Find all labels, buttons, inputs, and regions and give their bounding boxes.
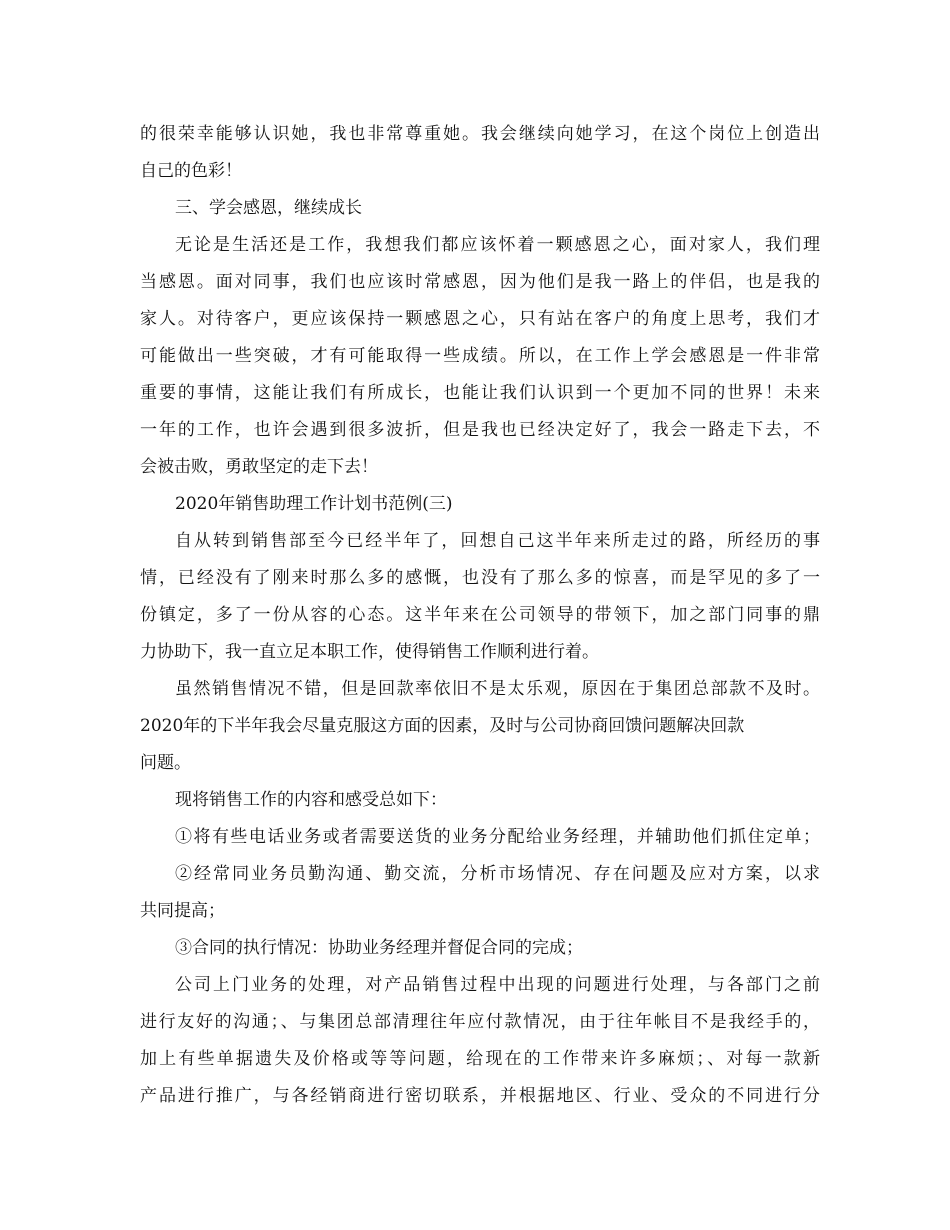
text-line: 产品进行推广，与各经销商进行密切联系，并根据地区、行业、受众的不同进行分 xyxy=(140,1086,820,1106)
text-line: 问题。 xyxy=(140,753,191,773)
list-item: ②经常同业务员勤沟通、勤交流，分析市场情况、存在问题及应对方案，以求 xyxy=(175,864,820,884)
list-item: ③合同的执行情况：协助业务经理并督促合同的完成； xyxy=(175,938,583,958)
text-line: 进行友好的沟通；、与集团总部清理往年应付款情况，由于往年帐目不是我经手的， xyxy=(140,1012,820,1032)
text-line: 自己的色彩！ xyxy=(140,161,242,181)
section-heading: 三、学会感恩，继续成长 xyxy=(175,198,362,218)
text-line: 的很荣幸能够认识她，我也非常尊重她。我会继续向她学习，在这个岗位上创造出 xyxy=(140,124,820,144)
text-line: 自从转到销售部至今已经半年了，回想自己这半年来所走过的路，所经历的事 xyxy=(175,531,820,551)
text-line: 情，已经没有了刚来时那么多的感慨，也没有了那么多的惊喜，而是罕见的多了一 xyxy=(140,568,820,588)
text-line: 虽然销售情况不错，但是回款率依旧不是太乐观，原因在于集团总部款不及时。 xyxy=(175,679,820,699)
text-line: 家人。对待客户，更应该保持一颗感恩之心，只有站在客户的角度上思考，我们才 xyxy=(140,309,820,329)
text-line: 加上有些单据遗失及价格或等等问题，给现在的工作带来许多麻烦；、对每一款新 xyxy=(140,1049,820,1069)
text-line: 无论是生活还是工作，我想我们都应该怀着一颗感恩之心，面对家人，我们理 xyxy=(175,235,820,255)
text-line: 公司上门业务的处理，对产品销售过程中出现的问题进行处理，与各部门之前 xyxy=(175,975,820,995)
text-line: 现将销售工作的内容和感受总如下： xyxy=(175,790,447,810)
text-line: 会被击败，勇敢坚定的走下去！ xyxy=(140,457,378,477)
text-line: 一年的工作，也许会遇到很多波折，但是我也已经决定好了，我会一路走下去，不 xyxy=(140,420,820,440)
text-line: 可能做出一些突破，才有可能取得一些成绩。所以，在工作上学会感恩是一件非常 xyxy=(140,346,820,366)
document-body xyxy=(140,116,820,1115)
text-line: 共同提高； xyxy=(140,901,225,921)
text-line: 重要的事情，这能让我们有所成长，也能让我们认识到一个更加不同的世界！未来 xyxy=(140,383,820,403)
list-item: ①将有些电话业务或者需要送货的业务分配给业务经理，并辅助他们抓住定单； xyxy=(175,827,820,847)
text-line: 当感恩。面对同事，我们也应该时常感恩，因为他们是我一路上的伴侣，也是我的 xyxy=(140,272,820,292)
section-heading: 2020年销售助理工作计划书范例(三) xyxy=(175,494,453,514)
text-line: 2020年的下半年我会尽量克服这方面的因素，及时与公司协商回馈问题解决回款 xyxy=(140,716,745,736)
text-line: 力协助下，我一直立足本职工作，使得销售工作顺利进行着。 xyxy=(140,642,599,662)
text-line: 份镇定，多了一份从容的心态。这半年来在公司领导的带领下，加之部门同事的鼎 xyxy=(140,605,820,625)
